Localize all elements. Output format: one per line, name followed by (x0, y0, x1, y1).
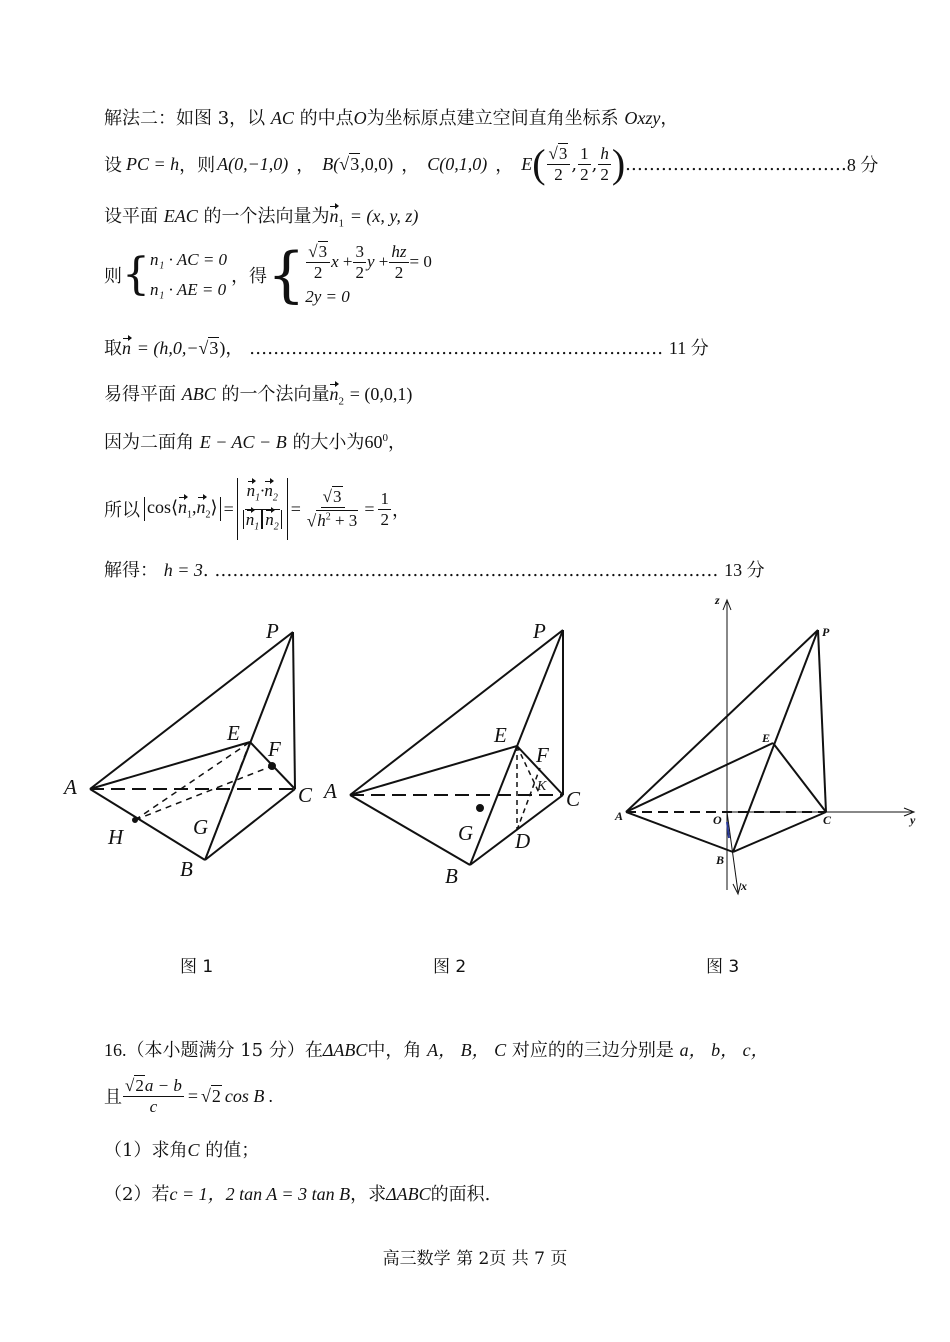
q16-cond-frac: $\frac{√2a - b}{c}$ (125, 1075, 182, 1116)
sys-frac-b: $\frac{3}{2}$ (355, 241, 364, 282)
eq1: n₁ · AC = 0 (150, 250, 228, 269)
so-prefix: 所以 (104, 500, 140, 521)
fig2-edge-ab (350, 795, 470, 865)
fig1-label-p: P (266, 619, 279, 643)
sys-frac-a: $\frac{√3}{2}$ (306, 242, 330, 283)
abc-plane: ABC (181, 384, 216, 404)
normal-vec: n (329, 206, 339, 226)
dots-13: ………………………………………………………………………… (214, 560, 719, 581)
q16-angles: A， B， C (427, 1040, 507, 1060)
figure-2 (350, 630, 563, 865)
q16-part2-mid: ，求 (350, 1184, 387, 1205)
fig3-label-x: x (741, 879, 747, 893)
fig1-label-c: C (298, 783, 313, 807)
page-footer: 高三数学 第 2页 共 7 页 (382, 1249, 568, 1269)
q16-sides: a， b， c， (679, 1040, 769, 1060)
fig2-point-g (477, 805, 483, 811)
solve-line (104, 556, 765, 582)
intro-ac: AC (270, 108, 294, 128)
result-end: ， (391, 500, 410, 521)
take-end: )， (219, 338, 244, 358)
figure-3-labels (614, 593, 916, 893)
fig2-label-p: P (533, 619, 546, 643)
figure-2-labels (322, 619, 581, 888)
take-value: = (h,0,− (136, 338, 199, 358)
fig2-label-g: G (458, 821, 474, 845)
equation-system: 则 { n₁ · AC = 0 n₁ · AE = 0 ，得 { $\frac{√3}{2}$ x + $\frac{3}{2}$ y + $\frac{hz}{2}$ = 0 2y = 0 (104, 240, 432, 310)
intro-suffix: 为坐标原点建立空间直角坐标系 (366, 108, 619, 129)
fig1-edge-ae (90, 742, 250, 789)
q16-part2-text: 若 (151, 1184, 170, 1205)
setup-then: ，则 (179, 155, 216, 176)
caption-fig2: 图 2 (433, 957, 467, 977)
dihedral-value: 60 (364, 432, 383, 452)
q16-part1 (104, 1136, 259, 1162)
take-sqrt: 3 (209, 338, 219, 358)
caption-fig3: 图 3 (706, 957, 740, 977)
normal-sub: 1 (338, 217, 344, 230)
sys1-rhs: = 0 (409, 252, 432, 271)
eq2: n₁ · AE = 0 (150, 280, 227, 299)
abc-sub: 2 (338, 395, 344, 408)
fig3-label-z: z (715, 593, 720, 607)
solve-end: . (202, 560, 209, 581)
fig1-label-e: E (227, 721, 240, 745)
normal-eq: = (x, y, z) (349, 206, 419, 226)
abc-value: = (0,0,1) (349, 384, 413, 404)
fig2-label-e: E (494, 723, 507, 747)
figures (0, 590, 950, 990)
q16-part2-end: 的面积. (430, 1184, 491, 1205)
setup-prefix: 设 (104, 155, 122, 176)
normal-plane: EAC (163, 206, 198, 226)
abc-prefix: 易得平面 (104, 384, 176, 405)
fig3-label-o: O (713, 813, 722, 827)
point-a: A(0,−1,0) (217, 153, 289, 174)
fig2-label-b: B (445, 864, 458, 888)
point-b-sqrt: 3 (350, 154, 360, 174)
intro-o: O (353, 108, 367, 128)
fig1-label-h: H (108, 825, 124, 849)
sys-frac-c: $\frac{hz}{2}$ (391, 241, 407, 282)
get-label: ，得 (231, 266, 268, 287)
abc-normal (104, 380, 412, 408)
take-prefix: 取 (104, 338, 122, 359)
abc-mid: 的一个法向量 (221, 384, 330, 405)
fig2-label-a: A (324, 779, 337, 803)
dihedral-name: E − AC − B (199, 432, 287, 452)
fig3-edge-ap (626, 630, 818, 812)
fig3-label-a: A (615, 809, 624, 823)
figure-3 (626, 600, 914, 894)
normal-setup (104, 202, 418, 230)
fig1-label-g: G (193, 815, 209, 839)
abc-vec: n (329, 384, 339, 404)
fig1-label-b: B (180, 857, 193, 881)
fig3-label-b: B (716, 853, 725, 867)
dots-11: …………………………………………………………… (249, 338, 664, 359)
fig1-point-h (133, 818, 137, 822)
fig2-label-k: K (537, 779, 547, 794)
fig2-label-d: D (515, 829, 531, 853)
fig3-label-e: E (762, 731, 771, 745)
intro-sys: Oxzy (624, 108, 661, 128)
cos-label: cos (147, 497, 171, 518)
q16-part2-label: （2） (104, 1184, 152, 1205)
q16-cond-prefix: 且 (104, 1087, 122, 1108)
dihedral-end: ， (387, 432, 406, 453)
q16-cond-rhs-sqrt: 2 (211, 1086, 221, 1106)
intro-end: ， (660, 108, 679, 129)
normal-mid: 的一个法向量为 (203, 206, 330, 227)
q16-part1-text: 求角 (151, 1140, 188, 1161)
dots-8: ……………………………… (630, 153, 847, 175)
q16-condition: 且 $\frac{√2a - b}{c}$ = √ 2 cos B . (104, 1075, 274, 1116)
fig2-edge-ae (350, 746, 517, 795)
point-b-post: ,0,0) (360, 153, 394, 174)
point-b-pre: B( (322, 153, 340, 174)
cos-formula: 所以 $\cos⟨n_1,n_2⟩$ = $\frac{n_1\cdot n_2}{n_1 n_2}$ = $\frac{√3}{√h^2 + 3}$ = $\frac{1}{2}$ ， (104, 474, 410, 544)
fig3-label-c: C (823, 813, 832, 827)
e-x-frac: $\frac{√3}{2}$ (547, 144, 571, 185)
solution-intro (104, 104, 678, 130)
take-vec: n (122, 338, 131, 358)
q16-part1-end: 的值； (205, 1140, 260, 1161)
q16-header-mid: 中，角 (367, 1040, 422, 1061)
q16-part2-tri: ΔABC (386, 1184, 431, 1204)
figure-1-labels (62, 619, 313, 881)
q16-part2-cond: c = 1，2 tan A = 3 tan B (169, 1184, 351, 1204)
take-normal: 取n = (h,0,−√3)， …………………………………………………………… 11 分 (104, 338, 709, 359)
score-11: 11 分 (668, 338, 709, 358)
coordinate-setup: 设 PC = h ，则 A(0,−1,0) ， B( √ 3 ,0,0) ， C(0,1,0) ， E ( $\frac{√3}{2}$ , $\frac{1}{2}$ , $\frac{h}{2}$ ) . ……………………………… 8 分 (104, 141, 879, 186)
e-z-frac: $\frac{h}{2}$ (600, 143, 609, 184)
fig3-edge-ae (626, 743, 773, 812)
result-frac: $\frac{√3}{√h^2 + 3}$ (306, 486, 358, 531)
normal-prefix: 设平面 (104, 206, 158, 227)
caption-fig1: 图 1 (180, 957, 214, 977)
dihedral-sup: 0 (382, 432, 388, 444)
q16-number: 16. (104, 1040, 127, 1060)
fig1-edge-pc (293, 632, 295, 789)
dihedral-line (104, 428, 406, 454)
sys2: 2y = 0 (305, 287, 350, 306)
point-c: C(0,1,0) (427, 153, 488, 174)
q16-cond-rhs-post: cos B . (224, 1085, 274, 1106)
dihedral-mid: 的大小为 (292, 432, 365, 453)
score-13: 13 分 (724, 560, 765, 580)
solve-value: h = 3 (163, 560, 203, 580)
q16-triangle: ΔABC (322, 1040, 368, 1060)
setup-pc: PC = h (126, 153, 180, 174)
fig3-edge-ec (773, 743, 826, 812)
intro-prefix: 解法二：如图 3，以 (104, 108, 266, 129)
fig1-label-a: A (64, 775, 77, 799)
then-label: 则 (104, 266, 122, 287)
fig3-label-y: y (910, 813, 916, 827)
point-e-label: E (521, 153, 533, 174)
q16-part1-var: C (187, 1140, 200, 1160)
fig2-label-f: F (536, 743, 549, 767)
fig1-edge-he (135, 742, 250, 820)
q16-part2 (104, 1180, 490, 1206)
q16-header (104, 1036, 769, 1062)
half-frac: $\frac{1}{2}$ (380, 488, 389, 529)
fig3-edge-pc (818, 630, 826, 812)
fig3-label-p: P (822, 625, 830, 639)
e-y-frac: $\frac{1}{2}$ (580, 143, 589, 184)
q16-header-end: 对应的的三边分别是 (511, 1040, 674, 1061)
fig3-edge-bp (733, 630, 818, 852)
fig1-label-f: F (268, 737, 281, 761)
dihedral-prefix: 因为二面角 (104, 432, 194, 453)
q16-cond-eq: = (187, 1085, 198, 1106)
q16-part1-label: （1） (104, 1140, 152, 1161)
fig1-point-f (269, 763, 275, 769)
q16-header-text: （本小题满分 15 分）在 (126, 1040, 323, 1061)
score-8: 8 分 (846, 155, 879, 175)
solve-prefix: 解得： (104, 560, 158, 581)
intro-mid: 的中点 (299, 108, 354, 129)
fig2-label-c: C (566, 787, 581, 811)
